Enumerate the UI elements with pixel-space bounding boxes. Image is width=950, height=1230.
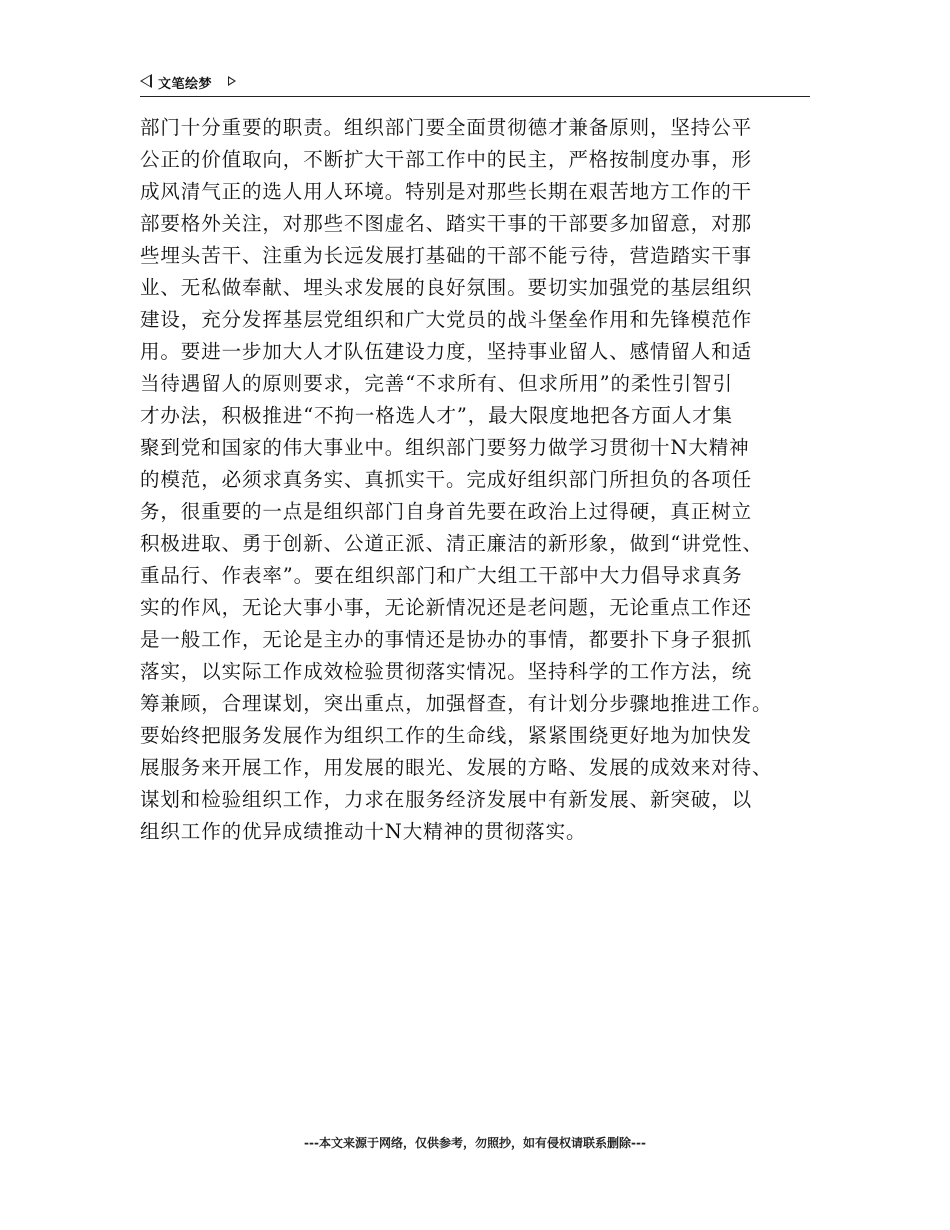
text-line: 才办法，积极推进“不拘一格选人才”，最大限度地把各方面人才集	[140, 404, 733, 427]
text-line: 谋划和检验组织工作，力求在服务经济发展中有新发展、新突破，以	[140, 788, 753, 811]
page-footer-disclaimer: ---本文来源于网络，仅供参考，勿照抄，如有侵权请联系删除---	[304, 1136, 646, 1150]
text-line: 些埋头苦干、注重为长远发展打基础的干部不能亏待，营造踏实干事	[140, 244, 753, 267]
text-line: 筹兼顾，合理谋划，突出重点，加强督查，有计划分步骤地推进工作。	[140, 692, 773, 715]
triangle-right-icon	[228, 76, 236, 86]
document-body	[140, 112, 812, 848]
text-line: 成风清气正的选人用人环境。特别是对那些长期在艰苦地方工作的干	[140, 180, 753, 203]
text-line: 建设，充分发挥基层党组织和广大党员的战斗堡垒作用和先锋模范作	[140, 308, 753, 331]
triangle-left-icon	[140, 74, 152, 88]
text-line: 组织工作的优异成绩推动十N大精神的贯彻落实。	[140, 820, 587, 843]
page-header	[140, 72, 810, 97]
text-line: 业、无私做奉献、埋头求发展的良好氛围。要切实加强党的基层组织	[140, 276, 753, 299]
text-line: 聚到党和国家的伟大事业中。组织部门要努力做学习贯彻十N大精神	[140, 436, 750, 459]
text-line: 展服务来开展工作，用发展的眼光、发展的方略、发展的成效来对待、	[140, 756, 773, 779]
text-line: 用。要进一步加大人才队伍建设力度，坚持事业留人、感情留人和适	[140, 340, 753, 363]
text-line: 的模范，必须求真务实、真抓实干。完成好组织部门所担负的各项任	[140, 468, 753, 491]
text-line: 公正的价值取向，不断扩大干部工作中的民主，严格按制度办事，形	[140, 148, 753, 171]
text-line: 积极进取、勇于创新、公道正派、清正廉洁的新形象，做到“讲党性、	[140, 532, 763, 555]
text-line: 务，很重要的一点是组织部门自身首先要在政治上过得硬，真正树立	[140, 500, 753, 523]
text-line: 实的作风，无论大事小事，无论新情况还是老问题，无论重点工作还	[140, 596, 753, 619]
text-line: 重品行、作表率”。要在组织部门和广大组工干部中大力倡导求真务	[140, 564, 743, 587]
text-line: 要始终把服务发展作为组织工作的生命线，紧紧围绕更好地为加快发	[140, 724, 753, 747]
text-line: 落实，以实际工作成效检验贯彻落实情况。坚持科学的工作方法，统	[140, 660, 753, 683]
text-line: 部门十分重要的职责。组织部门要全面贯彻德才兼备原则，坚持公平	[140, 116, 753, 139]
text-line: 部要格外关注，对那些不图虚名、踏实干事的干部要多加留意，对那	[140, 212, 753, 235]
text-line: 当待遇留人的原则要求，完善“不求所有、但求所用”的柔性引智引	[140, 372, 733, 395]
text-line: 是一般工作，无论是主办的事情还是协办的事情，都要扑下身子狠抓	[140, 628, 753, 651]
header-title: 文笔绘梦	[158, 77, 213, 92]
